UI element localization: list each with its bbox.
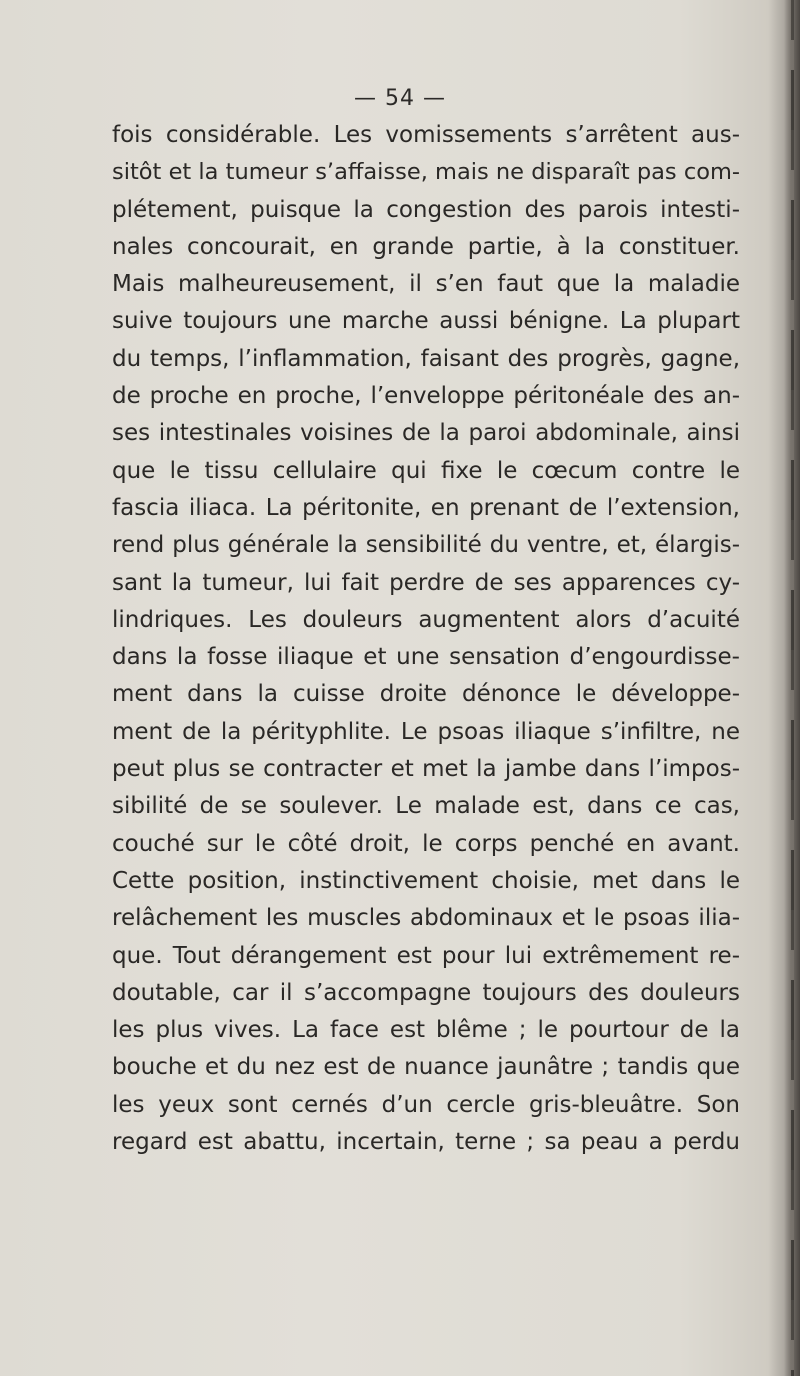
text-line: sant la tumeur, lui fait perdre de ses apparences cy- — [112, 569, 740, 596]
text-line: ment dans la cuisse droite dénonce le développe- — [112, 681, 740, 708]
page-number: — 54 — — [354, 86, 446, 111]
text-line: plétement, puisque la congestion des parois intesti- — [112, 196, 740, 223]
text-line: Cette position, instinctivement choisie, met dans le — [112, 867, 740, 894]
text-line: couché sur le côté droit, le corps penché en avant. — [112, 830, 740, 857]
text-line: les yeux sont cernés d’un cercle gris-bleuâtre. Son — [112, 1091, 740, 1118]
text-line: Mais malheureusement, il s’en faut que la maladie — [112, 271, 740, 298]
text-line: peut plus se contracter et met la jambe dans l’impos- — [112, 756, 740, 783]
text-line: de proche en proche, l’enveloppe péritonéale des an- — [112, 383, 740, 410]
text-line: ses intestinales voisines de la paroi abdominale, ainsi — [112, 420, 740, 447]
text-line: rend plus générale la sensibilité du ventre, et, élargis- — [112, 532, 740, 559]
text-line: lindriques. Les douleurs augmentent alors d’acuité — [112, 606, 740, 633]
text-line: fascia iliaca. La péritonite, en prenant de l’extension, — [112, 494, 740, 521]
text-line: dans la fosse iliaque et une sensation d’engourdisse- — [112, 644, 740, 671]
text-line: du temps, l’inflammation, faisant des progrès, gagne, — [112, 345, 740, 372]
text-line: que le tissu cellulaire qui fixe le cœcum contre le — [112, 457, 740, 484]
text-line: que. Tout dérangement est pour lui extrêmement re- — [112, 942, 740, 969]
text-line: sitôt et la tumeur s’affaisse, mais ne disparaît pas com- — [112, 159, 740, 186]
text-line: sibilité de se soulever. Le malade est, dans ce cas, — [112, 793, 740, 820]
text-line: bouche et du nez est de nuance jaunâtre ; tandis que — [112, 1054, 740, 1081]
text-line: suive toujours une marche aussi bénigne. La plupart — [112, 308, 740, 335]
text-line: les plus vives. La face est blême ; le pourtour de la — [112, 1017, 740, 1044]
text-line: doutable, car il s’accompagne toujours des douleurs — [112, 979, 740, 1006]
text-line: relâchement les muscles abdominaux et le psoas ilia- — [112, 905, 740, 932]
text-line: regard est abattu, incertain, terne ; sa peau a perdu — [112, 1129, 740, 1156]
text-line: nales concourait, en grande partie, à la constituer. — [112, 233, 740, 260]
page-edge-binding — [791, 0, 794, 1376]
text-line: ment de la pérityphlite. Le psoas iliaque s’infiltre, ne — [112, 718, 740, 745]
text-line: fois considérable. Les vomissements s’arrêtent aus- — [112, 122, 740, 148]
body-text — [112, 117, 740, 1161]
